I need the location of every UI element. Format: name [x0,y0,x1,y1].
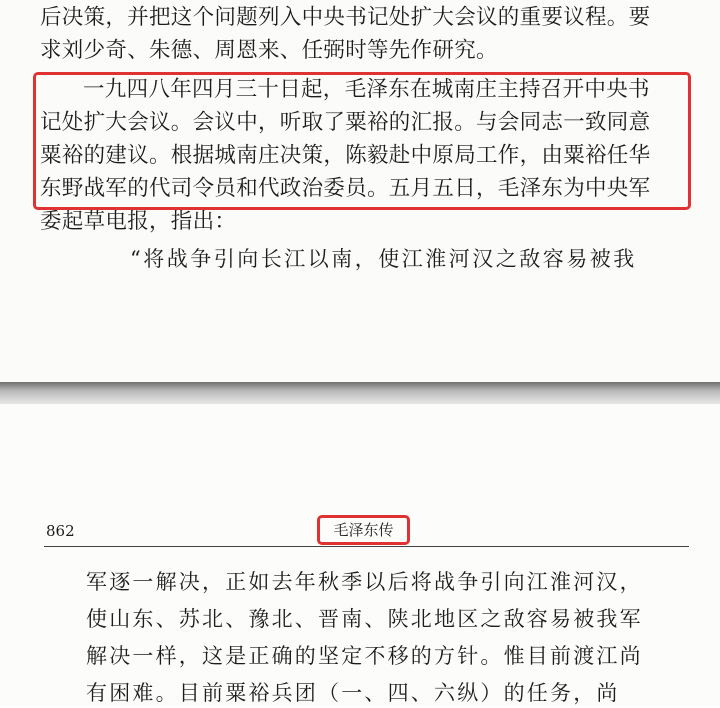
text-line: 有困难。目前粟裕兵团（一、四、六纵）的任务，尚 [86,681,620,705]
text-line: 使山东、苏北、豫北、晋南、陕北地区之敌容易被我军 [86,607,643,631]
highlight-box [33,72,691,210]
text-line: 一九四八年四月三十日起，毛泽东在城南庄主持召开中央书 [83,77,650,102]
text-line: 军逐一解决，正如去年秋季以后将战争引向江淮河汉， [86,570,643,594]
quote-line: “将战争引向长江以南，使江淮河汉之敌容易被我 [130,247,637,271]
text-line: 粟裕的建议。根据城南庄决策，陈毅赴中原局工作，由粟裕任华 [40,143,651,168]
text-line: 记处扩大会议。会议中，听取了粟裕的汇报。与会同志一致同意 [40,110,651,135]
text-line: 东野战军的代司令员和代政治委员。五月五日，毛泽东为中央军 [40,176,651,201]
header-rule [44,546,689,547]
book-title-highlight [317,515,410,545]
text-line: 解决一样，这是正确的坚定不移的方针。惟目前渡江尚 [86,644,643,668]
text-line: 后决策，并把这个问题列入中央书记处扩大会议的重要议程。要 [40,5,651,30]
book-title: 毛泽东传 [333,521,394,539]
page-number: 862 [46,522,75,540]
text-line: 委起草电报，指出： [40,209,237,234]
text-line: 求刘少奇、朱德、周恩来、任弼时等先作研究。 [40,38,498,63]
page-divider [0,382,720,404]
